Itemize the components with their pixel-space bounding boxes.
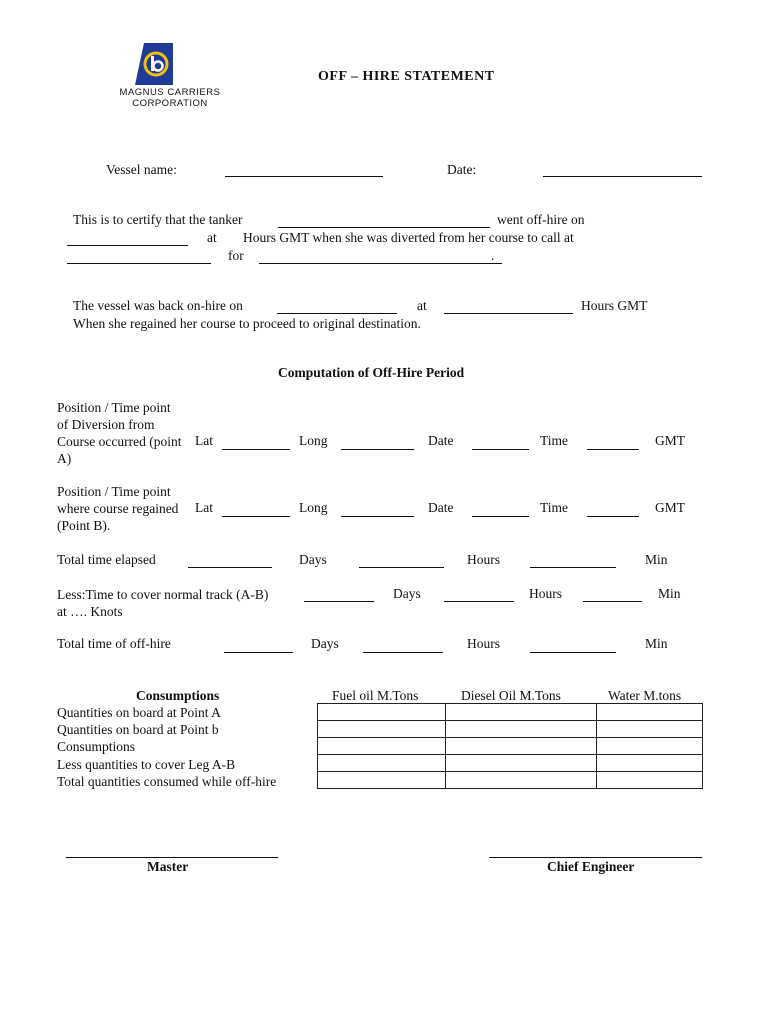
back-onhire-time-field[interactable] [444, 313, 573, 314]
consumption-row-label: Consumptions [57, 739, 136, 754]
table-row [318, 721, 703, 738]
offhire-date-field[interactable] [67, 245, 188, 246]
page-title: OFF – HIRE STATEMENT [318, 69, 495, 84]
chief-engineer-label: Chief Engineer [547, 859, 635, 874]
less-time-min-label: Min [658, 586, 681, 601]
point-b-long-label: Long [299, 500, 328, 515]
company-logo [135, 43, 173, 85]
point-b-lat-label: Lat [195, 500, 213, 515]
column-header-water: Water M.tons [608, 688, 682, 703]
tanker-name-field[interactable] [278, 227, 490, 228]
point-a-lat-label: Lat [195, 433, 213, 448]
table-cell[interactable] [446, 721, 597, 738]
magnus-logo-icon [135, 43, 173, 85]
less-time-days-field[interactable] [304, 601, 374, 602]
computation-title: Computation of Off-Hire Period [278, 365, 465, 380]
total-offhire-hours-label: Hours [467, 636, 500, 651]
point-b-long-field[interactable] [341, 516, 414, 517]
total-offhire-min-label: Min [645, 636, 668, 651]
total-offhire-days-label: Days [311, 636, 339, 651]
table-cell[interactable] [597, 772, 703, 789]
table-row [318, 738, 703, 755]
table-cell[interactable] [446, 738, 597, 755]
master-label: Master [147, 859, 189, 874]
point-a-long-label: Long [299, 433, 328, 448]
total-offhire-hours-field[interactable] [363, 652, 443, 653]
date-field[interactable] [543, 176, 702, 177]
vessel-name-field[interactable] [225, 176, 383, 177]
company-name-line2: CORPORATION [132, 98, 208, 109]
table-cell[interactable] [446, 704, 597, 721]
less-time-label: Less:Time to cover normal track (A-B) at …. Knots [57, 587, 269, 619]
point-b-date-label: Date [428, 500, 454, 515]
table-cell[interactable] [318, 772, 446, 789]
column-header-fuel-oil: Fuel oil M.Tons [332, 688, 419, 703]
table-row [318, 772, 703, 789]
table-cell[interactable] [446, 755, 597, 772]
point-b-label: Position / Time point where course regained (Point B). [57, 484, 179, 533]
consumption-row-label: Quantities on board at Point A [57, 705, 221, 720]
total-elapsed-days-label: Days [299, 552, 327, 567]
consumptions-title: Consumptions [136, 688, 220, 703]
table-cell[interactable] [597, 704, 703, 721]
total-elapsed-min-label: Min [645, 552, 668, 567]
total-elapsed-label: Total time elapsed [57, 552, 156, 567]
column-header-diesel-oil: Diesel Oil M.Tons [461, 688, 561, 703]
total-elapsed-days-field[interactable] [188, 567, 272, 568]
certify-for-label: for [228, 248, 244, 263]
point-a-lat-field[interactable] [222, 449, 290, 450]
table-cell[interactable] [318, 721, 446, 738]
table-cell[interactable] [597, 721, 703, 738]
point-a-time-field[interactable] [587, 449, 639, 450]
point-b-gmt-label: GMT [655, 500, 685, 515]
total-elapsed-min-field[interactable] [530, 567, 616, 568]
point-a-date-label: Date [428, 433, 454, 448]
point-b-time-field[interactable] [587, 516, 639, 517]
certify-period: . [491, 248, 495, 263]
table-cell[interactable] [446, 772, 597, 789]
total-offhire-min-field[interactable] [530, 652, 616, 653]
vessel-name-label: Vessel name: [106, 162, 177, 177]
table-cell[interactable] [597, 755, 703, 772]
table-row [318, 755, 703, 772]
total-elapsed-hours-field[interactable] [359, 567, 444, 568]
certify-text-2: went off-hire on [497, 212, 585, 227]
call-port-field[interactable] [67, 263, 211, 264]
certify-text-1: This is to certify that the tanker [73, 212, 243, 227]
table-cell[interactable] [597, 738, 703, 755]
point-a-date-field[interactable] [472, 449, 529, 450]
point-a-label: Position / Time point of Diversion from Course occurred (point A) [57, 400, 182, 466]
table-cell[interactable] [318, 704, 446, 721]
total-elapsed-hours-label: Hours [467, 552, 500, 567]
total-offhire-label: Total time of off-hire [57, 636, 171, 651]
back-onhire-hours-gmt: Hours GMT [581, 298, 648, 313]
point-a-time-label: Time [540, 433, 569, 448]
consumption-row-label: Quantities on board at Point b [57, 722, 219, 737]
less-time-hours-label: Hours [529, 586, 562, 601]
point-b-lat-field[interactable] [222, 516, 290, 517]
point-a-long-field[interactable] [341, 449, 414, 450]
consumption-row-label: Total quantities consumed while off-hire [57, 774, 277, 789]
point-a-gmt-label: GMT [655, 433, 685, 448]
less-time-min-field[interactable] [583, 601, 642, 602]
certify-at-label: at [207, 230, 217, 245]
table-cell[interactable] [318, 738, 446, 755]
table-row [318, 704, 703, 721]
back-onhire-text: The vessel was back on-hire on [73, 298, 243, 313]
back-onhire-at-label: at [417, 298, 427, 313]
point-b-time-label: Time [540, 500, 569, 515]
certify-text-3: Hours GMT when she was diverted from her course to call at [243, 230, 574, 245]
master-signature-line[interactable] [66, 857, 278, 858]
point-b-date-field[interactable] [472, 516, 529, 517]
chief-engineer-signature-line[interactable] [489, 857, 702, 858]
less-time-days-label: Days [393, 586, 421, 601]
table-cell[interactable] [318, 755, 446, 772]
date-label: Date: [447, 162, 477, 177]
back-onhire-date-field[interactable] [277, 313, 397, 314]
company-name-line1: MAGNUS CARRIERS [119, 87, 221, 98]
consumption-row-label: Less quantities to cover Leg A-B [57, 757, 236, 772]
purpose-field[interactable] [259, 263, 502, 264]
consumptions-table [317, 703, 703, 789]
total-offhire-days-field[interactable] [224, 652, 293, 653]
less-time-hours-field[interactable] [444, 601, 514, 602]
back-onhire-text-2: When she regained her course to proceed to original destination. [73, 316, 421, 331]
